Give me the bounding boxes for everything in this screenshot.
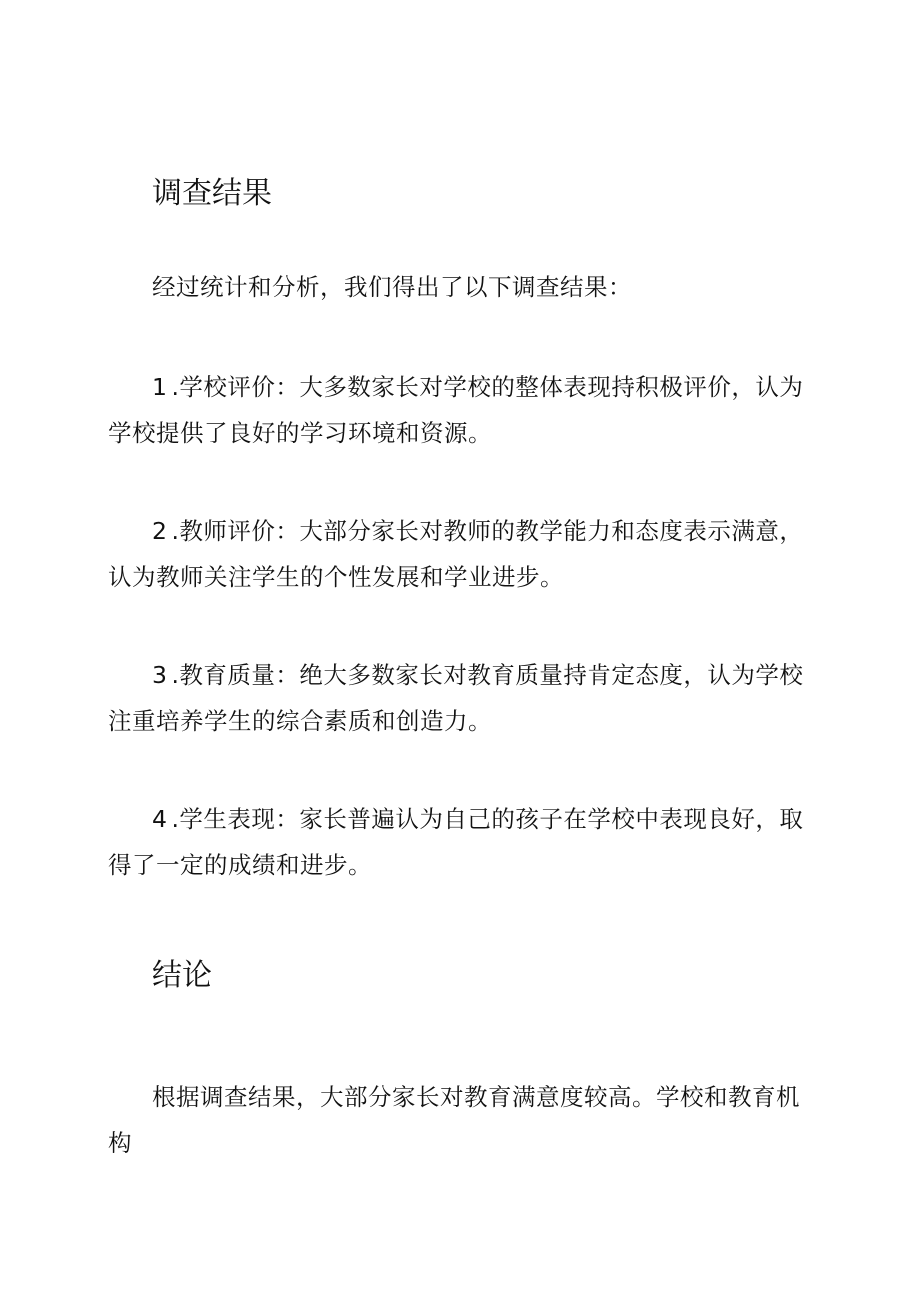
- results-heading: 调查结果: [152, 176, 272, 211]
- result-item-text: .学生表现：家长普遍认为自己的孩子在学校中表现良好，取得了一定的成绩和进步。: [108, 805, 804, 879]
- result-item-number: 4: [152, 805, 168, 833]
- result-item-number: 2: [152, 517, 168, 545]
- result-item-text: .教师评价：大部分家长对教师的教学能力和态度表示满意，认为教师关注学生的个性发展和学业进步。: [108, 517, 804, 591]
- result-item-1: [108, 364, 810, 456]
- conclusion-heading: 结论: [152, 958, 212, 993]
- result-item-text: .教育质量：绝大多数家长对教育质量持肯定态度，认为学校注重培养学生的综合素质和创造力。: [108, 661, 804, 735]
- result-item-number: 3: [152, 661, 168, 689]
- result-item-text: .学校评价：大多数家长对学校的整体表现持积极评价，认为学校提供了良好的学习环境和资源。: [108, 373, 804, 447]
- result-item-4: [108, 796, 810, 888]
- results-intro-paragraph: 经过统计和分析，我们得出了以下调查结果：: [152, 273, 632, 301]
- result-item-3: [108, 652, 810, 744]
- result-item-number: 1: [152, 373, 168, 401]
- conclusion-paragraph: 根据调查结果，大部分家长对教育满意度较高。学校和教育机构: [108, 1083, 800, 1157]
- result-item-2: [108, 508, 810, 600]
